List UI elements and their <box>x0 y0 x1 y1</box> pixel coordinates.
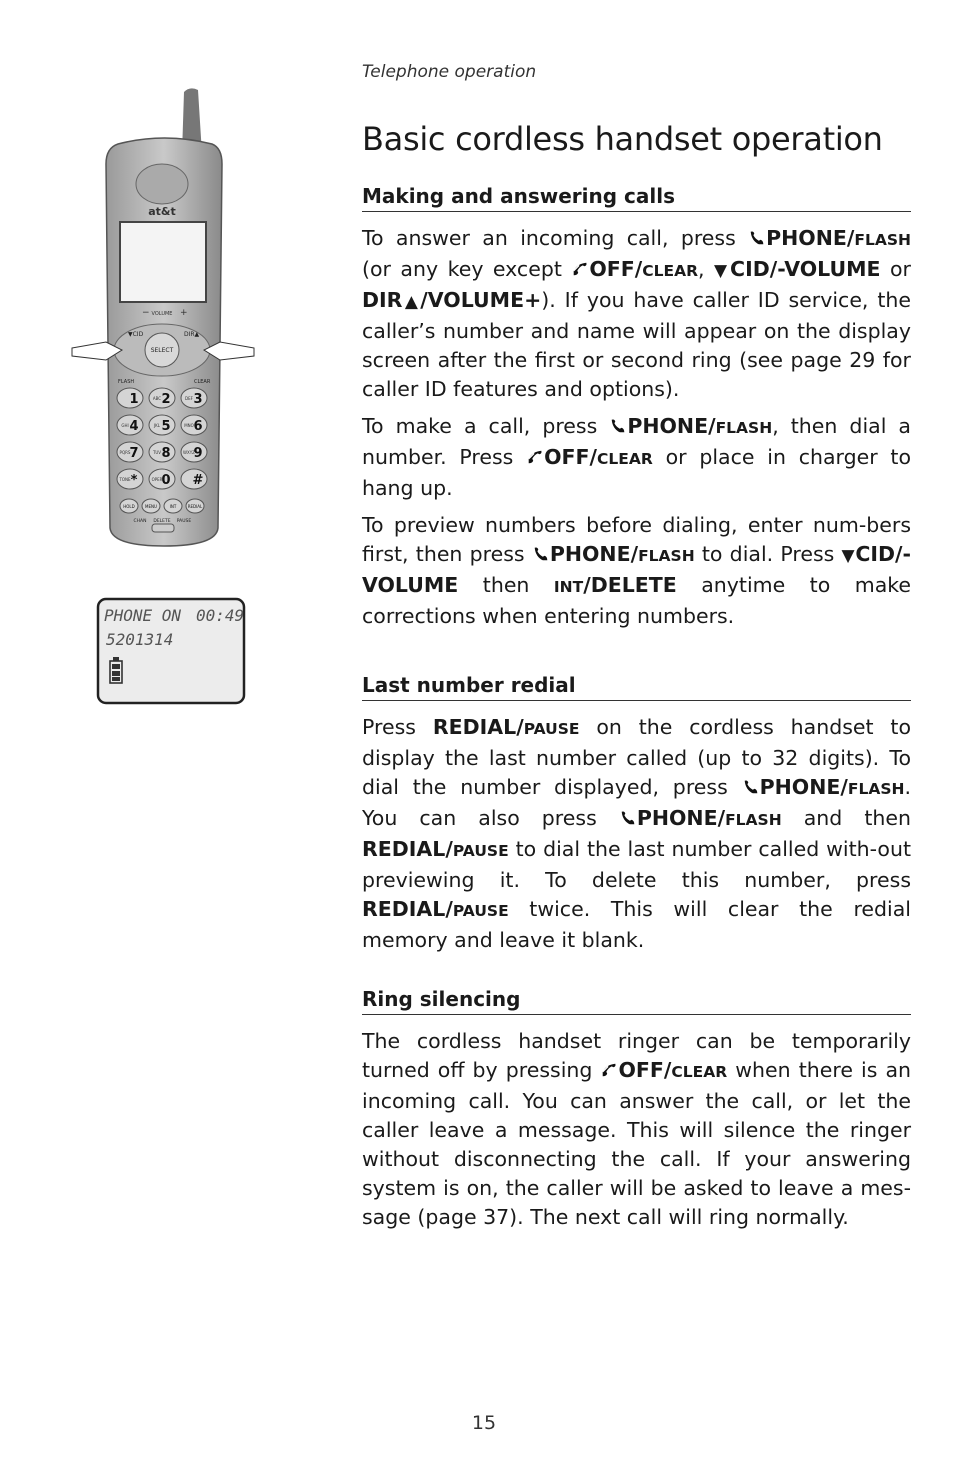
keypad-key-8[interactable] <box>149 442 175 462</box>
key-label: HOLD <box>123 504 135 509</box>
volume-minus[interactable]: − <box>142 308 150 318</box>
paragraph: To preview numbers before dialing, enter num-bers first, then press PHONE/FLASH to dial. Press ▼CID/-VOLUME then INT/DELETE anytime to make corrections when entering numbers. <box>362 513 912 628</box>
key-letters: TONE <box>119 477 131 482</box>
key-letters: MNO <box>184 423 194 428</box>
key-letters: GHI <box>121 423 129 428</box>
off-icon <box>526 448 544 466</box>
section-ring-silencing <box>362 987 911 1240</box>
down-arrow-icon: ▼ <box>714 261 731 281</box>
keypad-key-9[interactable] <box>181 442 207 462</box>
section-last-number-redial <box>362 673 911 963</box>
keypad-key-0[interactable] <box>149 469 175 489</box>
key-digit: 4 <box>129 419 139 434</box>
key-digit: 8 <box>161 446 171 461</box>
key-digit: 3 <box>193 392 203 407</box>
handset-key-hold[interactable] <box>120 499 138 513</box>
handset-key-int[interactable] <box>164 499 182 513</box>
section-heading: Making and answering calls <box>362 184 911 212</box>
key-sub-label: DELETE <box>153 519 171 524</box>
section-heading: Ring silencing <box>362 987 911 1015</box>
key-digit: * <box>130 473 138 488</box>
key-letters: ABC <box>152 396 162 401</box>
paragraph: Press REDIAL/PAUSE on the cordless handset to display the last number called (up to 32 digits). To dial the number displayed, press PHONE/FLASH. You can also press PHONE/FLASH and then REDIAL/PAUSE to dial the last number called with-out previewing it. To delete this number, press REDIAL/PAUSE twice. This will clear the redial memory and leave it blank. <box>362 715 911 952</box>
key-label: MENU <box>145 504 157 509</box>
key-sub-label: PAUSE <box>176 519 192 524</box>
key-letters: JKL <box>153 423 161 428</box>
key-digit: 0 <box>161 473 171 488</box>
key-digit: 7 <box>129 446 139 461</box>
handset-illustration <box>66 84 262 554</box>
key-label: REDIAL <box>187 504 203 509</box>
off-icon <box>600 1061 618 1079</box>
select-label: SELECT <box>150 347 174 354</box>
handset-screen <box>120 222 206 302</box>
keypad-key-6[interactable] <box>181 415 207 435</box>
section-heading: Last number redial <box>362 673 911 701</box>
phone-icon <box>748 229 766 247</box>
key-letters: OPER <box>151 477 163 482</box>
display-timer: 00:49 <box>196 606 245 625</box>
up-arrow-icon: ▲ <box>402 292 421 312</box>
handset-key-redial[interactable] <box>186 499 204 513</box>
volume-plus[interactable]: + <box>180 308 188 318</box>
running-header: Telephone operation <box>362 62 537 82</box>
page-title: Basic cordless handset operation <box>362 120 883 158</box>
key-digit: 1 <box>129 392 139 407</box>
key-letters: WXYZ <box>183 450 195 455</box>
keypad-key-4[interactable] <box>117 415 143 435</box>
off-icon <box>571 260 589 278</box>
key-digit: 2 <box>161 392 171 407</box>
display-status: PHONE ON <box>104 606 182 625</box>
clear-label: CLEAR <box>194 379 211 385</box>
phone-icon <box>619 809 637 827</box>
page-number: 15 <box>471 1412 497 1434</box>
keypad-key-7[interactable] <box>117 442 143 462</box>
key-letters: PQRS <box>119 450 131 455</box>
key-digit: 9 <box>193 446 203 461</box>
phone-icon <box>532 545 550 563</box>
dir-key-label: DIR▲ <box>184 331 200 338</box>
keypad-key-1[interactable] <box>117 388 143 408</box>
handset-key-menu[interactable] <box>142 499 160 513</box>
paragraph: To make a call, press PHONE/FLASH, then dial a number. Press OFF/CLEAR or place in charger to hang up. <box>362 414 911 500</box>
key-letters: TUV <box>152 450 162 455</box>
cid-key-label: ▼CID <box>128 331 144 338</box>
keypad-key-5[interactable] <box>149 415 175 435</box>
keypad-key-star[interactable] <box>117 469 143 489</box>
section-making-calls <box>362 184 911 639</box>
lcd-display-illustration <box>96 597 248 707</box>
brand-logo: at&t <box>148 205 176 218</box>
phone-icon <box>609 417 627 435</box>
charging-contacts <box>152 524 174 532</box>
key-digit: 6 <box>193 419 203 434</box>
key-digit: 5 <box>161 419 171 434</box>
key-sub-label: CHAN <box>133 519 147 524</box>
phone-icon <box>742 778 760 796</box>
key-label: INT <box>169 504 177 509</box>
down-arrow-icon: ▼ <box>841 546 856 566</box>
paragraph: To answer an incoming call, press PHONE/FLASH (or any key except OFF/CLEAR, ▼CID/-VOLUME or DIR▲/VOLUME+). If you have caller ID service, the caller’s number and name will appear on the display screen after the first or second ring (see page 29 for caller ID features and options). <box>362 226 911 401</box>
keypad-key-2[interactable] <box>149 388 175 408</box>
key-letters: DEF <box>185 396 193 401</box>
volume-label: VOLUME <box>151 311 173 317</box>
flash-label: FLASH <box>118 379 135 385</box>
paragraph: The cordless handset ringer can be temporarily turned off by pressing OFF/CLEAR when there is an incoming call. You can answer the call, or let the caller leave a message. This will silence the ringer without disconnecting the call. If your answering system is on, the caller will be asked to leave a mes-sage (page 37). The next call will ring normally. <box>362 1029 911 1229</box>
earpiece <box>136 164 188 204</box>
display-number: 5201314 <box>106 630 174 649</box>
keypad-key-3[interactable] <box>181 388 207 408</box>
key-digit: # <box>192 473 204 488</box>
keypad-key-hash[interactable] <box>181 469 207 489</box>
